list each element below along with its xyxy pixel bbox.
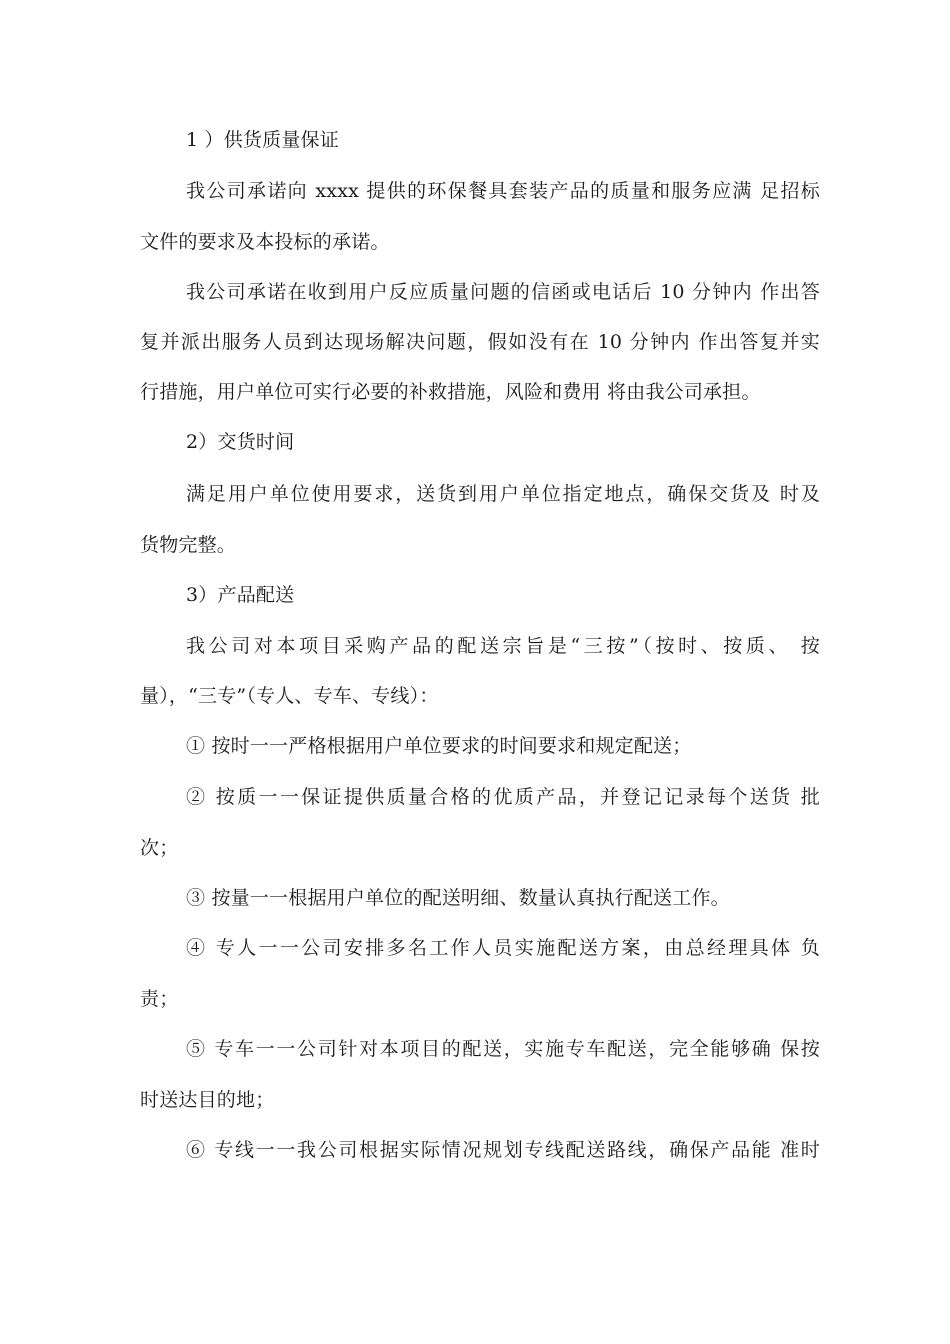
paragraph-line: 复并派出服务人员到达现场解决问题，假如没有在 10 分钟内 作出答复并实 xyxy=(140,331,820,353)
heading-delivery-time: 2）交货时间 xyxy=(186,431,295,453)
paragraph-line: 文件的要求及本投标的承诺。 xyxy=(140,231,390,253)
list-item-continuation: 时送达目的地； xyxy=(140,1089,275,1111)
list-item: ② 按质一一保证提供质量合格的优质产品，并登记记录每个送货 批 xyxy=(186,786,820,808)
paragraph-line: 满足用户单位使用要求，送货到用户单位指定地点，确保交货及 时及 xyxy=(186,483,820,505)
heading-supply-quality: 1 ）供货质量保证 xyxy=(186,129,339,151)
heading-product-delivery: 3）产品配送 xyxy=(186,584,295,606)
list-item: ⑥ 专线一一我公司根据实际情况规划专线配送路线，确保产品能 准时 xyxy=(186,1139,820,1161)
list-item: ④ 专人一一公司安排多名工作人员实施配送方案，由总经理具体 负 xyxy=(186,937,820,959)
list-item: ① 按时一一严格根据用户单位要求的时间要求和规定配送； xyxy=(186,735,692,757)
list-item-continuation: 次； xyxy=(140,837,179,859)
list-item: ⑤ 专车一一公司针对本项目的配送，实施专车配送，完全能够确 保按 xyxy=(186,1038,820,1060)
paragraph-line: 我公司承诺向 xxxx 提供的环保餐具套装产品的质量和服务应满 足招标 xyxy=(186,180,820,202)
list-item-continuation: 责； xyxy=(140,988,179,1010)
list-item: ③ 按量一一根据用户单位的配送明细、数量认真执行配送工作。 xyxy=(186,887,730,909)
paragraph-line: 行措施，用户单位可实行必要的补救措施，风险和费用 将由我公司承担。 xyxy=(140,381,761,403)
paragraph-line: 我公司承诺在收到用户反应质量问题的信函或电话后 10 分钟内 作出答 xyxy=(186,281,820,303)
paragraph-line: 货物完整。 xyxy=(140,534,237,556)
paragraph-line: 我公司对本项目采购产品的配送宗旨是“三按”（按时、按质、 按 xyxy=(186,635,820,657)
paragraph-line: 量），“三专”（专人、专车、专线）： xyxy=(140,685,439,707)
